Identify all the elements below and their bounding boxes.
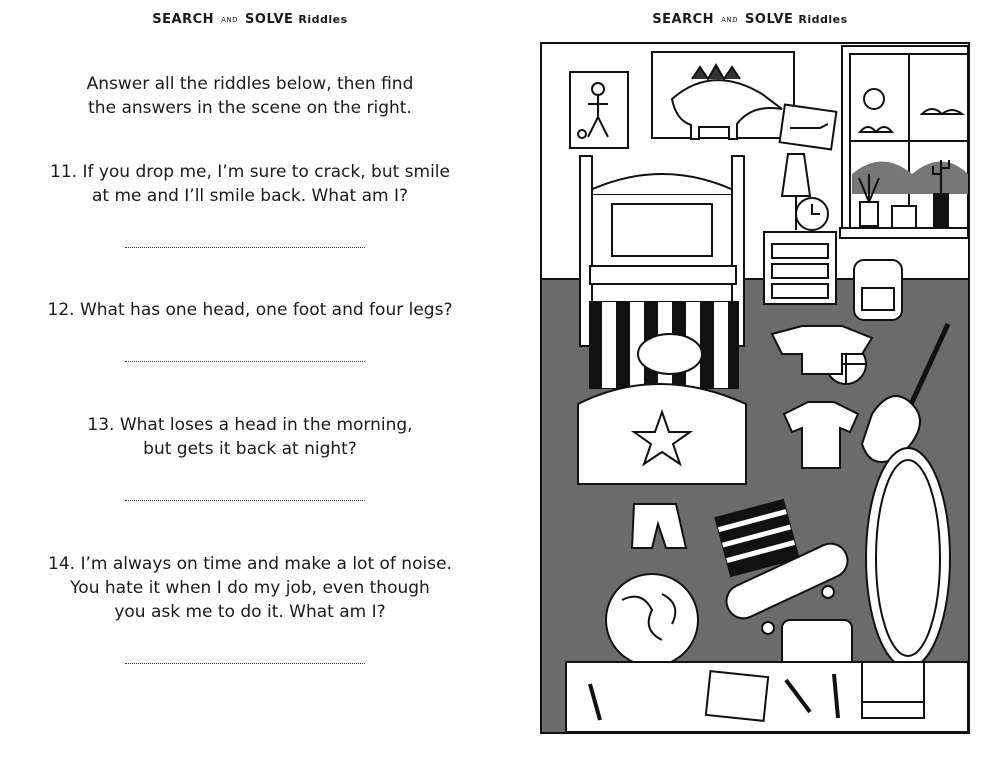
header-and: AND [721, 15, 738, 24]
bed [578, 156, 746, 484]
page-header [0, 12, 500, 27]
instructions [40, 72, 460, 120]
answer-line-13[interactable] [125, 500, 365, 501]
riddle-line: you ask me to do it. What am I? [114, 602, 386, 622]
riddle-line: at me and I’ll smile back. What am I? [92, 186, 408, 206]
header-search: SEARCH [652, 12, 715, 27]
instructions-line: the answers in the scene on the right. [88, 98, 412, 118]
riddle-line: 13. What loses a head in the morning, [87, 415, 413, 435]
rocket-picture [780, 105, 837, 150]
riddle-line: You hate it when I do my job, even though [70, 578, 430, 598]
bedroom-scene [540, 42, 970, 734]
pillow [612, 204, 712, 256]
page-header [500, 12, 1000, 27]
dinosaur-poster [652, 52, 794, 139]
header-solve: SOLVE [245, 12, 294, 27]
answer-line-14[interactable] [125, 663, 365, 664]
answer-line-12[interactable] [125, 361, 365, 362]
right-page [500, 0, 1000, 763]
riddle-line: 11. If you drop me, I’m sure to crack, but smile [50, 162, 450, 182]
riddle-11 [40, 160, 460, 208]
riddle-line: 14. I’m always on time and make a lot of noise. [48, 554, 452, 574]
mirror [866, 448, 950, 668]
books [862, 662, 924, 718]
header-and: AND [221, 15, 238, 24]
football-poster [570, 72, 628, 148]
nightstand [764, 154, 836, 304]
backpack [854, 260, 902, 320]
sleeping-cat [638, 334, 702, 374]
header-riddles: Riddles [298, 13, 348, 26]
bedroom-illustration [542, 44, 968, 732]
notebook [706, 671, 768, 721]
header-solve: SOLVE [745, 12, 794, 27]
riddle-12 [40, 298, 460, 322]
lamp [782, 154, 810, 196]
instructions-line: Answer all the riddles below, then find [86, 74, 414, 94]
answer-line-11[interactable] [125, 247, 365, 248]
riddle-line: 12. What has one head, one foot and four legs? [47, 300, 453, 320]
header-search: SEARCH [152, 12, 215, 27]
header-riddles: Riddles [798, 13, 848, 26]
riddle-13 [40, 413, 460, 461]
riddle-line: but gets it back at night? [143, 439, 357, 459]
riddle-14 [40, 552, 460, 624]
